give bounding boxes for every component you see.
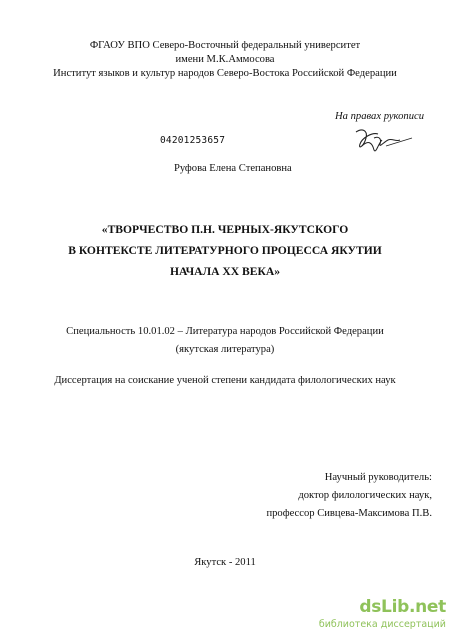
handwritten-signature — [352, 124, 416, 158]
specialty-block — [20, 323, 430, 359]
specialty-subfield: (якутская литература) — [175, 344, 275, 355]
watermark-logo: dsLib.net — [359, 597, 446, 617]
university-name: ФГАОУ ВПО Северо-Восточный федеральный университет — [89, 40, 361, 51]
supervisor-name: профессор Сивцева-Максимова П.В. — [266, 508, 432, 519]
dslib-watermark[interactable] — [318, 597, 446, 635]
specialty-code: Специальность 10.01.02 – Литература народов Российской Федерации — [66, 326, 384, 337]
institute-name: Институт языков и культур народов Северо-Востока Российской Федерации — [53, 68, 397, 79]
supervisor-label: Научный руководитель: — [324, 472, 432, 483]
degree-statement: Диссертация на соискание ученой степени кандидата филологических наук — [54, 375, 396, 386]
supervisor-degree: доктор филологических наук, — [298, 490, 432, 501]
manuscript-rights-note: На правах рукописи — [335, 111, 424, 122]
watermark-subtitle: библиотека диссертаций — [318, 619, 446, 630]
title-line-1: «ТВОРЧЕСТВО П.Н. ЧЕРНЫХ-ЯКУТСКОГО — [101, 223, 349, 236]
dissertation-title — [20, 219, 430, 282]
institution-header — [20, 39, 430, 81]
registration-number: 04201253657 — [160, 135, 226, 146]
author-name: Руфова Елена Степановна — [174, 163, 292, 174]
title-line-2: В КОНТЕКСТЕ ЛИТЕРАТУРНОГО ПРОЦЕССА ЯКУТИИ — [68, 244, 382, 257]
university-named-after: имени М.К.Аммосова — [175, 54, 275, 65]
city-year: Якутск - 2011 — [194, 557, 256, 568]
title-line-3: НАЧАЛА XX ВЕКА» — [169, 265, 281, 278]
supervisor-block — [266, 469, 432, 523]
